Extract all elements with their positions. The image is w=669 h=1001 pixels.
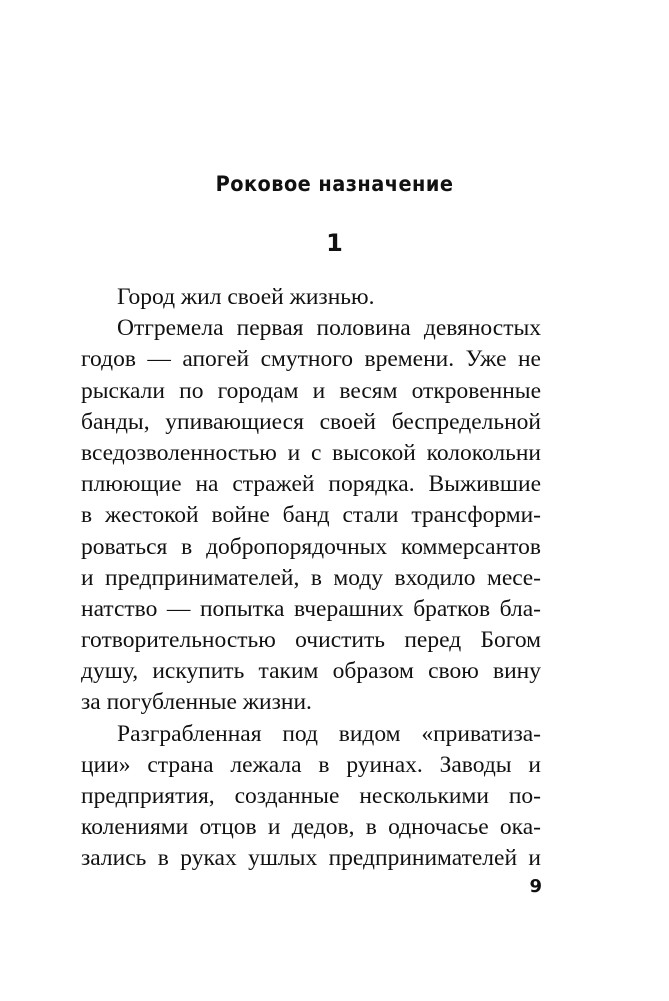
text-line: колениями отцов и дедов, в одночасье ока- bbox=[81, 814, 541, 841]
section-number: 1 bbox=[326, 229, 343, 257]
text-line: плюющие на стражей порядка. Выжившие bbox=[81, 471, 541, 498]
text-line: вседозволенностью и с высокой колокольни bbox=[81, 439, 541, 466]
text-line: зались в руках ушлых предпринимателей и bbox=[81, 845, 541, 872]
page-number: 9 bbox=[529, 876, 542, 897]
text-line: годов — апогей смутного времени. Уже не bbox=[81, 346, 541, 373]
chapter-title: Роковое назначение bbox=[215, 172, 454, 196]
text-line: готворительностью очистить перед Богом bbox=[81, 627, 541, 654]
text-line: Разграбленная под видом «приватиза- bbox=[117, 720, 541, 747]
text-line: в жестокой войне банд стали трансформи- bbox=[81, 502, 541, 529]
text-line: рыскали по городам и весям откровенные bbox=[81, 377, 541, 404]
text-line: за погубленные жизни. bbox=[81, 689, 312, 716]
text-line: ции» страна лежала в руинах. Заводы и bbox=[81, 751, 541, 778]
text-line: предприятия, созданные несколькими по- bbox=[81, 783, 541, 809]
paragraph-3 bbox=[81, 719, 541, 875]
text-line: роваться в добропорядочных коммерсантов bbox=[81, 533, 541, 560]
text-line: банды, упивающиеся своей беспредельной bbox=[81, 408, 541, 435]
text-line: и предпринимателей, в моду входило мece- bbox=[81, 564, 541, 591]
body-text bbox=[81, 282, 541, 875]
text-line: Город жил своей жизнью. bbox=[117, 284, 375, 310]
text-line: натство — попытка вчерашних братков бла- bbox=[81, 595, 541, 622]
paragraph-2 bbox=[81, 313, 541, 718]
text-line: Отгремела первая половина девяностых bbox=[117, 315, 541, 342]
text-line: душу, искупить таким образом свою вину bbox=[81, 658, 541, 685]
paragraph-1 bbox=[81, 282, 541, 313]
